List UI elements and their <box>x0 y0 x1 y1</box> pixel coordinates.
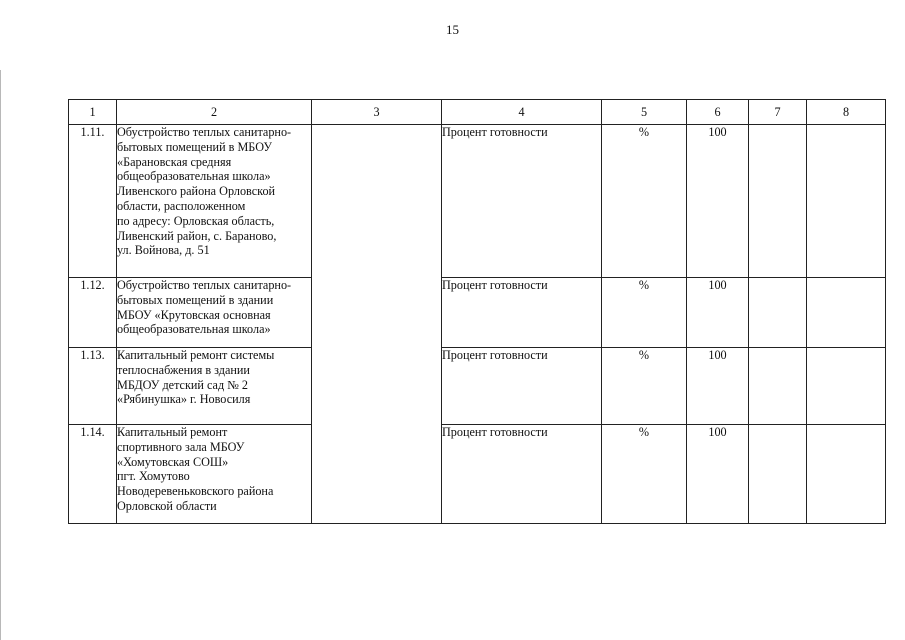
object-name-line: спортивного зала МБОУ <box>117 439 245 454</box>
col-7-cell <box>749 425 807 524</box>
object-name-line: Орловской области <box>117 498 217 513</box>
object-name-line: «Барановская средняя <box>117 154 232 169</box>
object-name <box>117 425 312 524</box>
header-col-1: 1 <box>69 100 117 125</box>
col-7-cell <box>749 348 807 425</box>
object-name-line: по адресу: Орловская область, <box>117 213 275 228</box>
object-name-line: Обустройство теплых санитарно- <box>117 278 292 292</box>
table-row <box>69 278 886 348</box>
object-name-line: Ливенский район, с. Бараново, <box>117 228 277 243</box>
object-name-line: пгт. Хомутово <box>117 469 190 484</box>
header-col-3: 3 <box>312 100 442 125</box>
row-number: 1.14. <box>69 425 117 524</box>
object-name-line: «Рябинушка» г. Новосиля <box>117 392 251 407</box>
header-row <box>69 100 886 125</box>
header-col-4: 4 <box>442 100 602 125</box>
col-8-cell <box>807 125 886 278</box>
object-name <box>117 348 312 425</box>
data-table <box>68 99 886 524</box>
header-col-8: 8 <box>807 100 886 125</box>
unit-cell: % <box>602 125 687 278</box>
object-name-line: Капитальный ремонт системы <box>117 348 275 362</box>
value-cell: 100 <box>687 425 749 524</box>
indicator-cell: Процент готовности <box>442 278 602 348</box>
object-name <box>117 125 312 278</box>
object-name-line: Ливенского района Орловской <box>117 184 276 199</box>
header-col-7: 7 <box>749 100 807 125</box>
object-name-line: теплоснабжения в здании <box>117 362 250 377</box>
table-row <box>69 348 886 425</box>
object-name-line: бытовых помещений в МБОУ <box>117 139 272 154</box>
value-cell: 100 <box>687 348 749 425</box>
object-name <box>117 278 312 348</box>
scan-edge-line <box>0 70 1 640</box>
page-number: 15 <box>446 22 459 37</box>
row-number: 1.12. <box>69 278 117 348</box>
object-name-line: ул. Войнова, д. 51 <box>117 243 210 258</box>
col-8-cell <box>807 425 886 524</box>
unit-cell: % <box>602 348 687 425</box>
object-name-line: «Хомутовская СОШ» <box>117 454 229 469</box>
col-8-cell <box>807 278 886 348</box>
header-col-5: 5 <box>602 100 687 125</box>
row-number: 1.13. <box>69 348 117 425</box>
object-name-line: МБОУ «Крутовская основная <box>117 307 271 322</box>
indicator-cell: Процент готовности <box>442 125 602 278</box>
col-7-cell <box>749 125 807 278</box>
col-8-cell <box>807 348 886 425</box>
object-name-line: Капитальный ремонт <box>117 425 228 439</box>
object-name-line: бытовых помещений в здании <box>117 292 274 307</box>
object-name-line: Новодеревеньковского района <box>117 484 274 499</box>
header-col-6: 6 <box>687 100 749 125</box>
unit-cell: % <box>602 278 687 348</box>
table-row <box>69 125 886 278</box>
row-number: 1.11. <box>69 125 117 278</box>
value-cell: 100 <box>687 278 749 348</box>
object-name-line: общеобразовательная школа» <box>117 169 271 184</box>
merged-col-3-cell <box>312 125 442 524</box>
indicator-cell: Процент готовности <box>442 348 602 425</box>
col-7-cell <box>749 278 807 348</box>
header-col-2: 2 <box>117 100 312 125</box>
indicator-cell: Процент готовности <box>442 425 602 524</box>
object-name-line: Обустройство теплых санитарно- <box>117 125 292 139</box>
unit-cell: % <box>602 425 687 524</box>
value-cell: 100 <box>687 125 749 278</box>
object-name-line: общеобразовательная школа» <box>117 322 271 337</box>
object-name-line: МБДОУ детский сад № 2 <box>117 377 248 392</box>
object-name-line: области, расположенном <box>117 198 246 213</box>
table-row <box>69 425 886 524</box>
